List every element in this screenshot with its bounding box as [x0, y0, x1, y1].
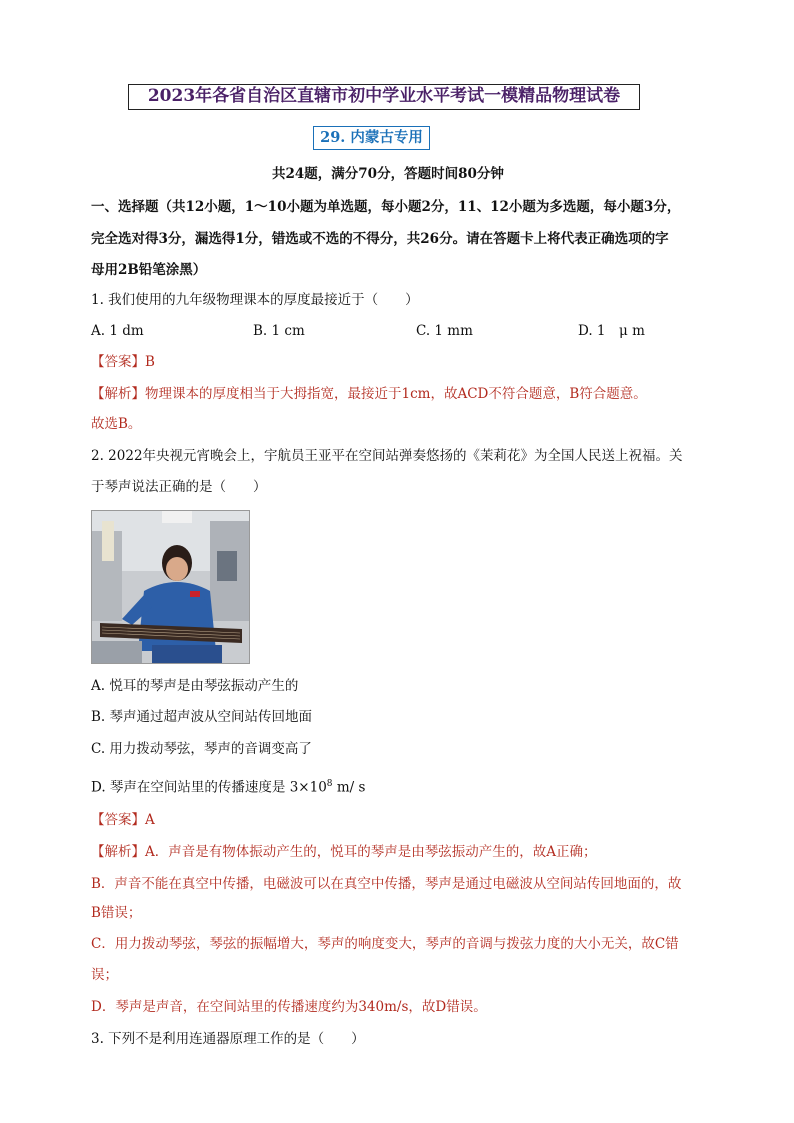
section-heading-line-3: 母用2B铅笔涂黑） [91, 262, 207, 278]
question-1-option-d: D. 1 μ m [578, 323, 645, 339]
question-2-option-d [91, 774, 365, 798]
question-2-option-b: B. 琴声通过超声波从空间站传回地面 [91, 709, 313, 725]
analysis-text: 物理课本的厚度相当于大拇指宽，最接近于1cm，故ACD不符合题意，B符合题意。 [145, 386, 647, 402]
option-d-exponent: 8 [326, 779, 333, 789]
question-2-analysis-c-line-1: C．用力拨动琴弦，琴弦的振幅增大，琴声的响度变大，琴声的音调与拨弦力度的大小无关，故C错 [91, 936, 679, 952]
question-2-analysis-b-line-1: B．声音不能在真空中传播，电磁波可以在真空中传播，琴声是通过电磁波从空间站传回地面的，故 [91, 876, 682, 892]
answer-tag: 【答案】 [91, 354, 145, 370]
question-2-option-a: A. 悦耳的琴声是由琴弦振动产生的 [91, 678, 299, 694]
question-1-option-a: A. 1 dm [91, 323, 144, 339]
analysis-tag: 【解析】 [91, 386, 145, 402]
question-1-option-c: C. 1 mm [416, 323, 473, 339]
question-1-option-b: B. 1 cm [253, 323, 305, 339]
question-2-stem-line-2: 于琴声说法正确的是（ ） [91, 479, 267, 495]
analysis-tag: 【解析】 [91, 844, 145, 860]
question-1-analysis [91, 384, 647, 404]
astronaut-playing-guzheng-image [91, 510, 250, 664]
question-2-analysis-d: D．琴声是声音，在空间站里的传播速度约为340m/s，故D错误。 [91, 999, 487, 1015]
answer-value: A [145, 812, 155, 828]
exam-info: 共24题，满分70分，答题时间80分钟 [272, 166, 504, 182]
question-2-option-c: C. 用力拨动琴弦，琴声的音调变高了 [91, 741, 312, 757]
question-2-analysis-b-line-2: B错误； [91, 905, 142, 921]
question-2-analysis-a [91, 842, 597, 862]
answer-value: B [145, 354, 155, 370]
option-d-suffix: m/ s [332, 779, 366, 796]
question-2-answer [91, 810, 155, 830]
question-1-stem: 1. 我们使用的九年级物理课本的厚度最接近于（ ） [91, 292, 419, 308]
analysis-text: A．声音是有物体振动产生的，悦耳的琴声是由琴弦振动产生的，故A正确； [145, 844, 597, 860]
question-3-stem: 3. 下列不是利用连通器原理工作的是（ ） [91, 1031, 365, 1047]
question-1-conclusion: 故选B。 [91, 416, 142, 432]
question-2-stem-line-1: 2. 2022年央视元宵晚会上，宇航员王亚平在空间站弹奏悠扬的《茉莉花》为全国人民送上祝福。关 [91, 448, 683, 464]
section-heading-line-2: 完全选对得3分，漏选得1分，错选或不选的不得分，共26分。请在答题卡上将代表正确选项的字 [91, 231, 669, 247]
section-heading-line-1: 一、选择题（共12小题，1～10小题为单选题，每小题2分，11、12小题为多选题，每小题3分， [91, 199, 681, 215]
exam-title: 2023年各省自治区直辖市初中学业水平考试一模精品物理试卷 [128, 84, 640, 110]
option-d-prefix: D. 琴声在空间站里的传播速度是 3×10 [91, 779, 327, 796]
question-2-analysis-c-line-2: 误； [91, 967, 118, 983]
region-subtitle: 29. 内蒙古专用 [313, 126, 430, 150]
answer-tag: 【答案】 [91, 812, 145, 828]
question-1-answer [91, 352, 155, 372]
